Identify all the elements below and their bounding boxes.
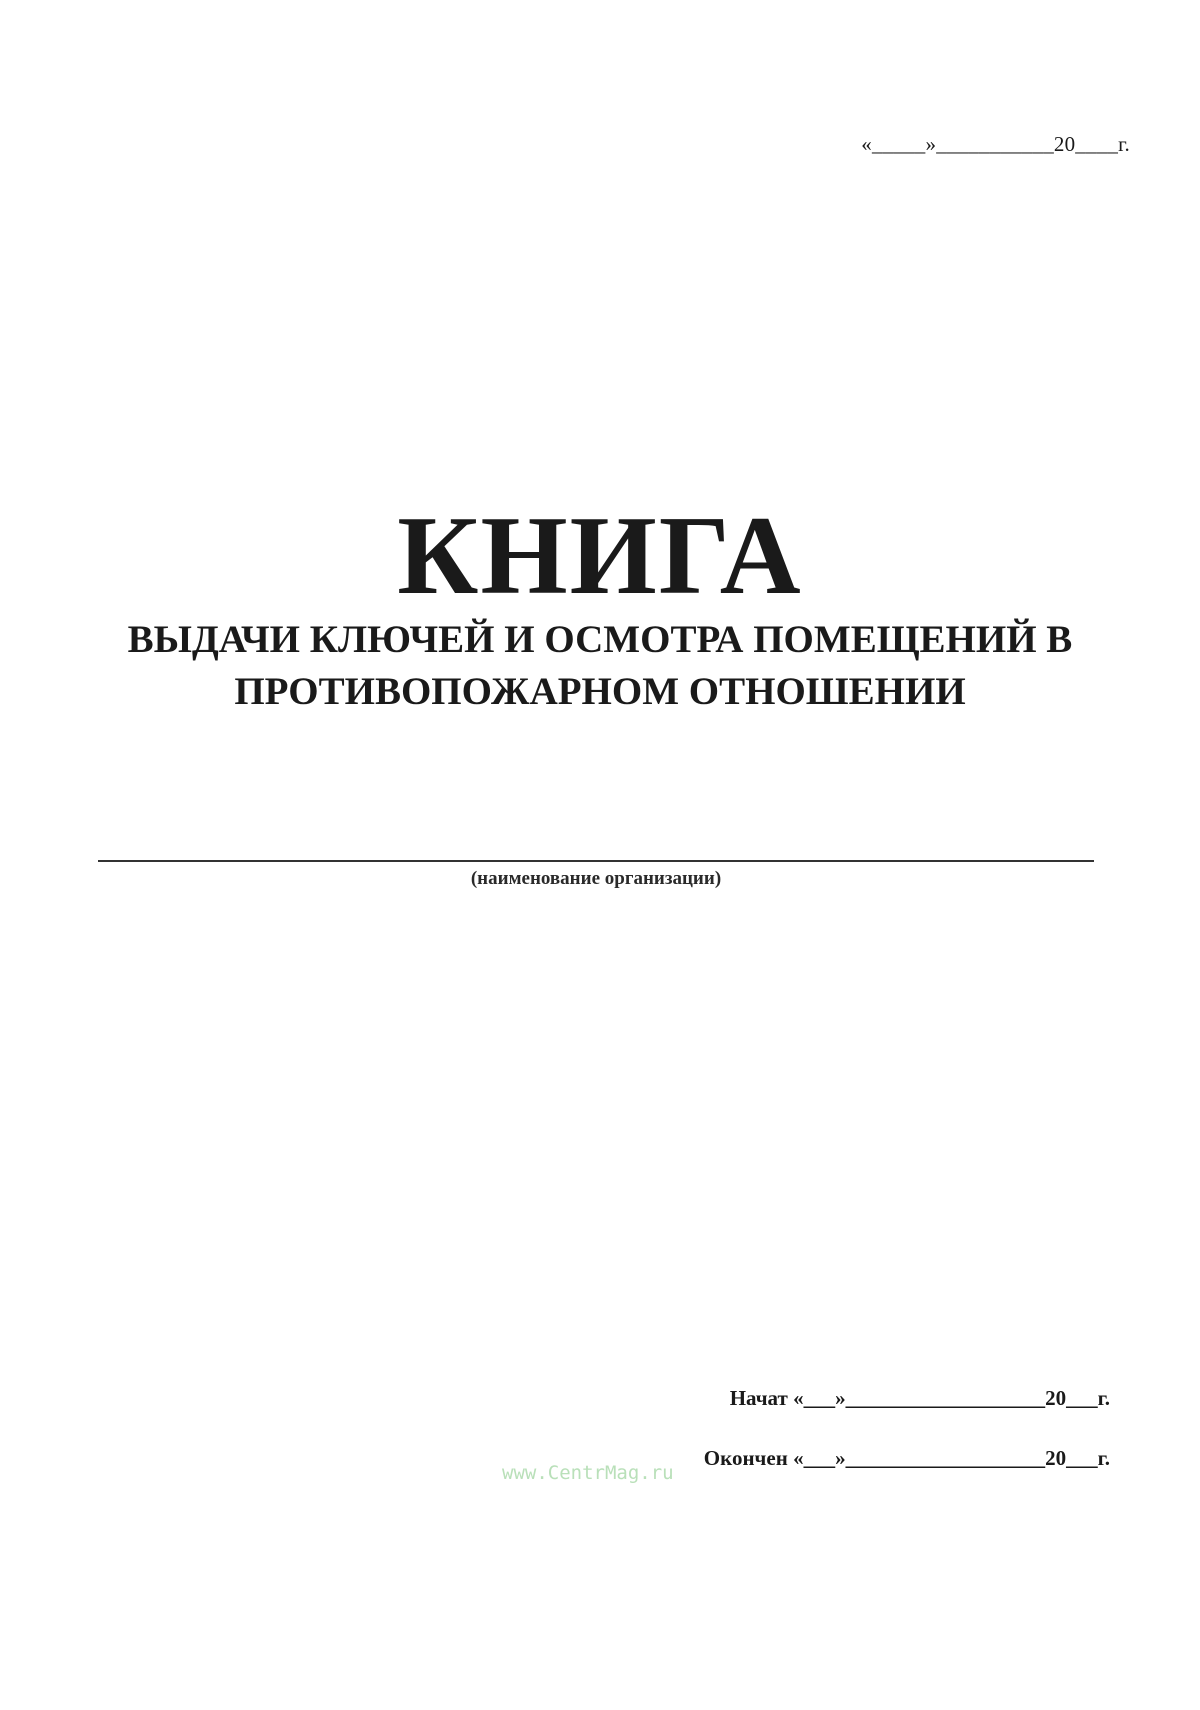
date-field: «_____»___________20____г. xyxy=(861,132,1130,156)
watermark: www.CentrMag.ru xyxy=(502,1462,674,1484)
subtitle-line-2: ПРОТИВОПОЖАРНОМ ОТНОШЕНИИ xyxy=(234,669,966,713)
organization-underline xyxy=(98,860,1094,862)
organization-caption: (наименование организации) xyxy=(470,868,722,889)
main-title: КНИГА xyxy=(397,494,803,618)
ended-date-field: Окончен «___»___________________20___г. xyxy=(703,1446,1110,1470)
subtitle-line-1: ВЫДАЧИ КЛЮЧЕЙ И ОСМОТРА ПОМЕЩЕНИЙ В xyxy=(127,618,1073,661)
title-block xyxy=(60,494,1140,715)
started-date-field: Начат «___»___________________20___г. xyxy=(729,1386,1110,1410)
